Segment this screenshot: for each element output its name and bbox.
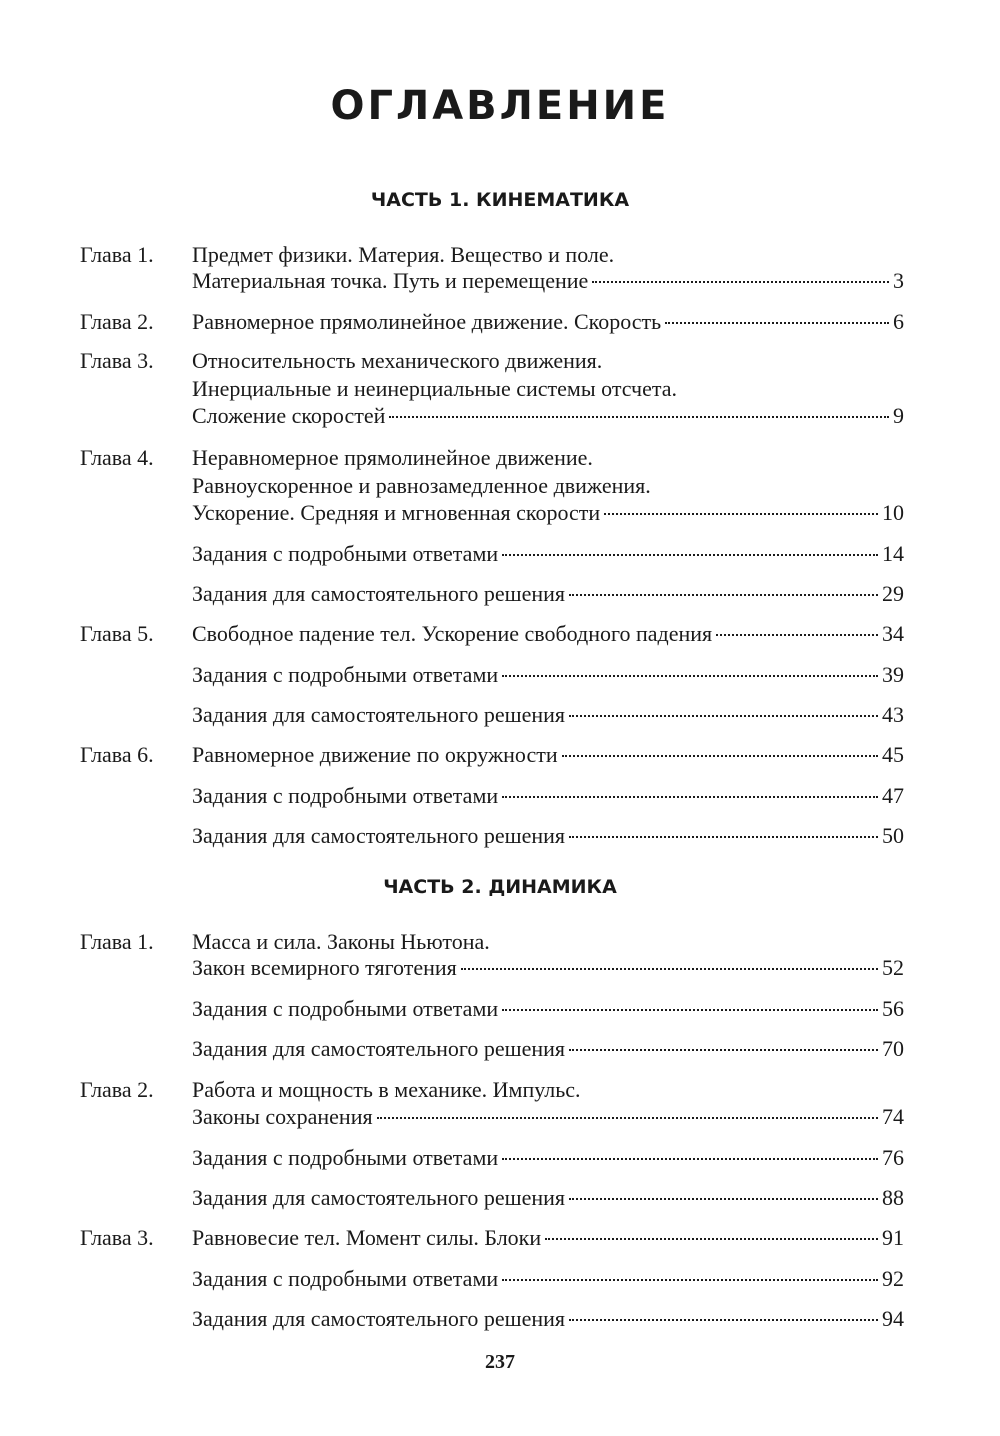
chapter-label: Глава 2.: [80, 1077, 154, 1102]
chapter-title-line: Равноускоренное и равнозамедленное движения.: [192, 473, 651, 498]
dot-leader: [461, 967, 878, 970]
dot-leader: [604, 512, 878, 515]
page-folio: 237: [485, 1351, 515, 1373]
toc-entry[interactable]: [192, 953, 904, 983]
dot-leader: [569, 835, 878, 838]
chapter-title-line: Относительность механического движения.: [192, 348, 603, 373]
chapter-label: Глава 5.: [80, 621, 154, 646]
page-number: 45: [882, 742, 904, 767]
dot-leader: [569, 714, 878, 717]
toc-subentry[interactable]: [192, 1143, 904, 1173]
entry-title: Закон всемирного тяготения: [192, 955, 457, 980]
dot-leader: [502, 553, 878, 556]
page-number: 56: [882, 996, 904, 1021]
entry-title: Равновесие тел. Момент силы. Блоки: [192, 1225, 542, 1250]
chapter-label: Глава 3.: [80, 348, 154, 373]
toc-entry[interactable]: [192, 1223, 904, 1253]
page-number: 9: [893, 403, 904, 428]
dot-leader: [389, 415, 889, 418]
chapter-label: Глава 3.: [80, 1225, 154, 1250]
page-number: 91: [882, 1225, 904, 1250]
part-heading-2: ЧАСТЬ 2. ДИНАМИКА: [383, 876, 617, 898]
chapter-title-line: Неравномерное прямолинейное движение.: [192, 445, 593, 470]
entry-title: Равномерное движение по окружности: [192, 742, 558, 767]
page-title: ОГЛАВЛЕНИЕ: [330, 83, 670, 129]
page-number: 88: [882, 1185, 904, 1210]
dot-leader: [569, 1318, 878, 1321]
dot-leader: [562, 754, 878, 757]
dot-leader: [569, 1048, 878, 1051]
dot-leader: [569, 593, 878, 596]
dot-leader: [502, 795, 878, 798]
chapter-title-line: Масса и сила. Законы Ньютона.: [192, 929, 490, 954]
dot-leader: [502, 1157, 878, 1160]
chapter-title-line: Предмет физики. Материя. Вещество и поле.: [192, 242, 615, 267]
entry-title: Задания с подробными ответами: [192, 996, 499, 1021]
toc-subentry[interactable]: [192, 1264, 904, 1294]
page-number: 6: [893, 309, 904, 334]
dot-leader: [502, 1008, 878, 1011]
toc-entry[interactable]: [192, 307, 904, 337]
page-number: 94: [882, 1306, 904, 1331]
page-number: 34: [882, 621, 904, 646]
toc-entry[interactable]: [192, 401, 904, 431]
entry-title: Задания с подробными ответами: [192, 541, 499, 566]
toc-subentry[interactable]: [192, 700, 904, 730]
toc-subentry[interactable]: [192, 539, 904, 569]
toc-subentry[interactable]: [192, 781, 904, 811]
toc-subentry[interactable]: [192, 579, 904, 609]
page-number: 14: [882, 541, 904, 566]
toc-subentry[interactable]: [192, 1304, 904, 1334]
page-number: 3: [893, 268, 904, 293]
chapter-title-line: Инерциальные и неинерциальные системы отсчета.: [192, 376, 677, 401]
page-number: 70: [882, 1036, 904, 1061]
entry-title: Равномерное прямолинейное движение. Скорость: [192, 309, 662, 334]
dot-leader: [716, 633, 878, 636]
toc-entry[interactable]: [192, 1102, 904, 1132]
entry-title: Задания для самостоятельного решения: [192, 1036, 566, 1061]
toc-entry[interactable]: [192, 498, 904, 528]
entry-title: Законы сохранения: [192, 1104, 373, 1129]
entry-title: Ускорение. Средняя и мгновенная скорости: [192, 500, 601, 525]
entry-title: Задания с подробными ответами: [192, 783, 499, 808]
chapter-label: Глава 1.: [80, 929, 154, 954]
entry-title: Задания для самостоятельного решения: [192, 1306, 566, 1331]
page-number: 10: [882, 500, 904, 525]
chapter-label: Глава 4.: [80, 445, 154, 470]
entry-title: Задания для самостоятельного решения: [192, 1185, 566, 1210]
toc-subentry[interactable]: [192, 1034, 904, 1064]
dot-leader: [502, 674, 878, 677]
entry-title: Задания для самостоятельного решения: [192, 581, 566, 606]
page-number: 29: [882, 581, 904, 606]
entry-title: Задания для самостоятельного решения: [192, 823, 566, 848]
entry-title: Задания для самостоятельного решения: [192, 702, 566, 727]
page-number: 52: [882, 955, 904, 980]
chapter-label: Глава 6.: [80, 742, 154, 767]
toc-subentry[interactable]: [192, 994, 904, 1024]
entry-title: Задания с подробными ответами: [192, 1266, 499, 1291]
dot-leader: [665, 321, 889, 324]
page-number: 74: [882, 1104, 904, 1129]
dot-leader: [545, 1237, 878, 1240]
dot-leader: [502, 1278, 878, 1281]
toc-entry[interactable]: [192, 619, 904, 649]
part-heading-1: ЧАСТЬ 1. КИНЕМАТИКА: [370, 189, 630, 211]
page-number: 47: [882, 783, 904, 808]
chapter-label: Глава 2.: [80, 309, 154, 334]
entry-title: Свободное падение тел. Ускорение свободного падения: [192, 621, 713, 646]
entry-title: Сложение скоростей: [192, 403, 386, 428]
toc-subentry[interactable]: [192, 821, 904, 851]
dot-leader: [569, 1197, 878, 1200]
entry-title: Материальная точка. Путь и перемещение: [192, 268, 589, 293]
toc-entry[interactable]: [192, 266, 904, 296]
page-number: 92: [882, 1266, 904, 1291]
page-number: 39: [882, 662, 904, 687]
entry-title: Задания с подробными ответами: [192, 662, 499, 687]
chapter-label: Глава 1.: [80, 242, 154, 267]
dot-leader: [377, 1116, 878, 1119]
dot-leader: [592, 280, 889, 283]
toc-subentry[interactable]: [192, 660, 904, 690]
page-number: 50: [882, 823, 904, 848]
page-number: 76: [882, 1145, 904, 1170]
page-number: 43: [882, 702, 904, 727]
chapter-title-line: Работа и мощность в механике. Импульс.: [192, 1077, 581, 1102]
entry-title: Задания с подробными ответами: [192, 1145, 499, 1170]
toc-subentry[interactable]: [192, 1183, 904, 1213]
toc-entry[interactable]: [192, 740, 904, 770]
